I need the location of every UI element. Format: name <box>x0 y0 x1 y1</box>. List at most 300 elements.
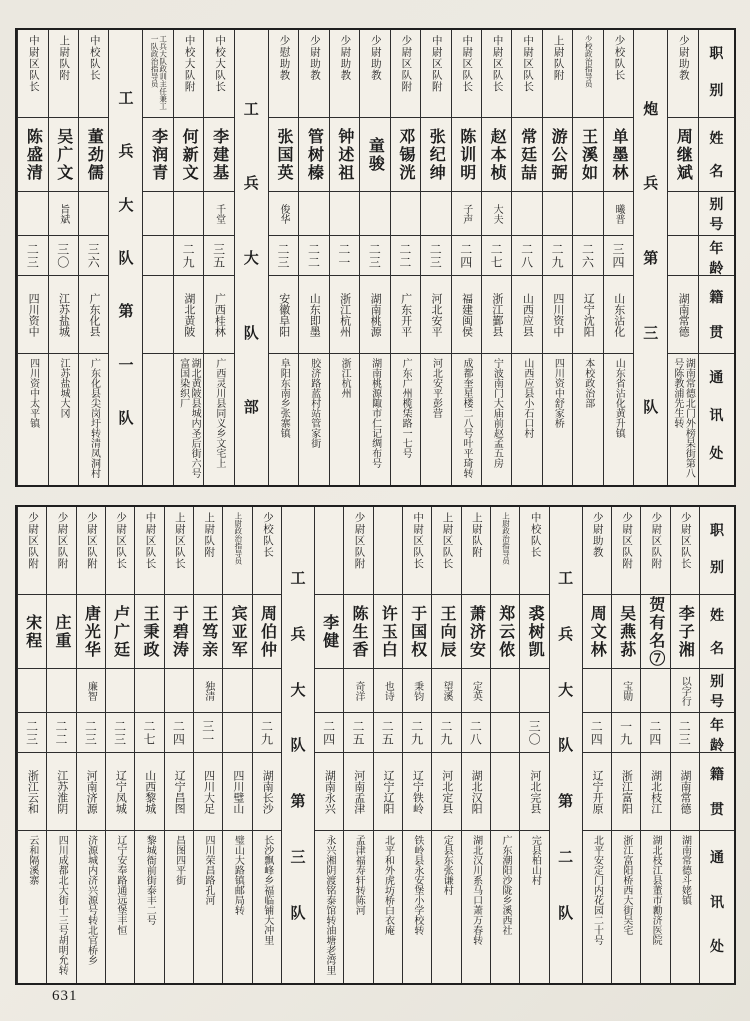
rank-cell: 少尉区队附 <box>77 507 105 595</box>
native-place-cell: 河北定县 <box>432 753 460 831</box>
name-cell: 周文林 <box>583 595 611 669</box>
alias-cell <box>299 192 328 236</box>
alias-cell: 定英 <box>462 669 490 713</box>
address-cell: 辽宁安奉路通远堡丰恒 <box>114 835 126 935</box>
person-column <box>519 507 548 983</box>
person-column <box>420 30 450 485</box>
alias-cell <box>583 669 611 713</box>
alias-cell <box>391 192 420 236</box>
person-column <box>78 30 108 485</box>
native-place-cell: 四川资中 <box>18 276 47 354</box>
native-place-cell: 湖北黄陂 <box>174 276 203 354</box>
address-cell: 成都奎星楼二八号叶平琦转 <box>460 358 472 478</box>
person-column <box>298 30 328 485</box>
name-cell: 张纪绅 <box>421 118 450 192</box>
name-cell: 游公弼 <box>543 118 572 192</box>
address-cell: 济源城内济兴源号转北官桥乡 <box>85 835 97 965</box>
address-cell: 北平安定门内花园二十号 <box>591 835 603 945</box>
native-place-cell: 浙江鄞县 <box>482 276 511 354</box>
rank-cell: 少尉区队长 <box>671 507 699 595</box>
alias-cell <box>491 669 519 713</box>
age-cell: 二八 <box>512 236 541 276</box>
address-cell: 完县柏山村 <box>529 835 541 885</box>
alias-cell <box>165 669 193 713</box>
header-column <box>698 30 734 485</box>
person-column <box>402 507 431 983</box>
rank-cell: 中尉区队长 <box>135 507 163 595</box>
age-cell: 二三 <box>360 236 389 276</box>
person-column <box>329 30 359 485</box>
rank-cell: 中校大队附 <box>174 30 203 118</box>
header-label-addr: 通 讯 处 <box>709 851 724 955</box>
age-cell: 二九 <box>432 713 460 753</box>
rank-cell: 中尉区队长 <box>452 30 481 118</box>
person-column <box>373 507 402 983</box>
name-cell: 于国权 <box>403 595 431 669</box>
address-cell: 永兴湘阴渡铭泰馆转油塘老湾里 <box>323 835 335 975</box>
native-place-cell: 辽宁沈阳 <box>573 276 602 354</box>
person-column <box>173 30 203 485</box>
native-place-cell: 湖南永兴 <box>315 753 343 831</box>
age-cell: 二四 <box>583 713 611 753</box>
address-cell: 湖北黄陂县城内圣后街六号富国染织厂 <box>177 358 201 478</box>
rank-cell: 少尉区队附 <box>612 507 640 595</box>
name-cell: 陈生香 <box>344 595 372 669</box>
rank-cell: 少校政治指导员 <box>573 30 602 118</box>
address-cell: 胶济路蓝村站管家街 <box>308 358 320 448</box>
native-place-cell: 山西黎城 <box>135 753 163 831</box>
address-cell: 北平和外虎坊桥白衣庵 <box>382 835 394 935</box>
native-place-cell: 辽宁铁岭 <box>403 753 431 831</box>
name-cell: 常廷喆 <box>512 118 541 192</box>
rank-cell: 中尉区队附 <box>421 30 450 118</box>
person-column <box>203 30 233 485</box>
rank-cell: 上尉区队长 <box>432 507 460 595</box>
alias-cell <box>253 669 281 713</box>
person-column <box>48 30 78 485</box>
name-cell: 裘树凯 <box>520 595 548 669</box>
age-cell: 二五 <box>344 713 372 753</box>
native-place-cell: 河北安平 <box>421 276 450 354</box>
name-cell: 陈训明 <box>452 118 481 192</box>
native-place-cell: 江苏淮阴 <box>47 753 75 831</box>
unit-group-column <box>549 507 582 983</box>
address-cell: 浙江杭州 <box>339 358 351 398</box>
rank-cell: 上尉队附 <box>543 30 572 118</box>
age-cell <box>143 236 172 276</box>
rank-cell: 少尉助教 <box>360 30 389 118</box>
native-place-cell: 湖南桃源 <box>360 276 389 354</box>
unit-group-label: 工 兵 大 队 第 三 队 <box>290 571 306 922</box>
alias-cell <box>135 669 163 713</box>
age-cell: 二三 <box>106 713 134 753</box>
person-column <box>222 507 251 983</box>
person-column <box>76 507 105 983</box>
alias-cell: 大夫 <box>482 192 511 236</box>
address-cell: 山东省沾化黄升镇 <box>613 358 625 438</box>
name-cell: 吴燕荪 <box>612 595 640 669</box>
name-cell: 吴广文 <box>49 118 78 192</box>
alias-cell <box>18 669 46 713</box>
person-column <box>17 30 47 485</box>
alias-cell <box>573 192 602 236</box>
rank-cell: 少尉助教 <box>330 30 359 118</box>
address-cell: 广东广州榄栠路一七号 <box>400 358 412 458</box>
name-cell: 唐光华 <box>77 595 105 669</box>
alias-cell: 独清 <box>194 669 222 713</box>
person-column <box>640 507 669 983</box>
age-cell: 二八 <box>462 713 490 753</box>
name-cell: 王向辰 <box>432 595 460 669</box>
native-place-cell <box>491 753 519 831</box>
unit-group-column <box>108 30 142 485</box>
person-column <box>582 507 611 983</box>
age-cell: 三四 <box>604 236 633 276</box>
alias-cell: 俊华 <box>269 192 298 236</box>
rank-cell <box>315 507 343 595</box>
age-cell: 二九 <box>403 713 431 753</box>
alias-cell: 秉钧 <box>403 669 431 713</box>
address-cell: 云和隔溪寨 <box>26 835 38 885</box>
alias-cell: 千堂 <box>204 192 233 236</box>
age-cell: 三〇 <box>520 713 548 753</box>
alias-cell: 廉智 <box>77 669 105 713</box>
address-cell: 四川荣昌路孔河 <box>203 835 214 905</box>
address-cell: 宁波南门大庙前赵孟五房 <box>491 358 503 468</box>
age-cell: 二三 <box>269 236 298 276</box>
age-cell: 二三 <box>18 236 47 276</box>
name-cell: 许玉白 <box>374 595 402 669</box>
age-cell: 一九 <box>612 713 640 753</box>
age-cell: 二二 <box>47 713 75 753</box>
person-column <box>611 507 640 983</box>
age-cell: 三六 <box>79 236 108 276</box>
address-cell: 本校政治部 <box>582 358 594 408</box>
person-column <box>343 507 372 983</box>
native-place-cell: 福建闽侯 <box>452 276 481 354</box>
rank-cell: 少校队长 <box>253 507 281 595</box>
native-place-cell: 山东即墨 <box>299 276 328 354</box>
address-cell: 湖南常德北门外榜杲街第八号陈教浦先生转 <box>671 358 695 478</box>
unit-group-column <box>281 507 314 983</box>
rank-cell: 上尉区队长 <box>165 507 193 595</box>
alias-cell <box>106 669 134 713</box>
address-cell: 长沙飘峰乡福临铺大冲里 <box>261 835 273 945</box>
name-cell: 王溪如 <box>573 118 602 192</box>
header-label-rank: 职 别 <box>699 30 734 118</box>
header-label-age: 年 龄 <box>699 236 734 276</box>
address-cell: 四川成都北大街十三号胡明允转 <box>56 835 68 975</box>
person-column <box>490 507 519 983</box>
name-cell: 宾亚军 <box>223 595 251 669</box>
address-cell: 铁岭县永安堡小学校转 <box>411 835 423 935</box>
address-cell: 湖北枝江县董市勷济医院 <box>650 835 662 945</box>
address-cell: 四川资中太平镇 <box>27 358 39 428</box>
age-cell: 二九 <box>253 713 281 753</box>
address-cell: 阜阳东南乡张寨镇 <box>278 358 290 438</box>
rank-cell: 中尉区队长 <box>403 507 431 595</box>
age-cell: 二五 <box>374 713 402 753</box>
address-cell: 黎城衙前街泰丰二号 <box>144 835 156 925</box>
alias-cell: 以字行 <box>671 669 699 713</box>
header-label-age: 年 龄 <box>700 713 734 753</box>
name-cell: 张国英 <box>269 118 298 192</box>
name-cell: 郑云侬 <box>491 595 519 669</box>
unit-group-label: 工 兵 大 队 第 一 队 <box>118 91 134 427</box>
rank-cell: 中校队长 <box>520 507 548 595</box>
rank-cell: 中校大队长 <box>204 30 233 118</box>
native-place-cell: 广西桂林 <box>204 276 233 354</box>
alias-cell <box>421 192 450 236</box>
address-cell: 湖北汉川系马口萧万春转 <box>470 835 482 945</box>
age-cell <box>223 713 251 753</box>
address-cell: 山西应县小石口村 <box>521 358 533 438</box>
rank-cell: 中尉区队长 <box>18 30 47 118</box>
person-column <box>670 507 699 983</box>
native-place-cell: 浙江杭州 <box>330 276 359 354</box>
native-place-cell: 广东开平 <box>391 276 420 354</box>
native-place-cell: 浙江富阳 <box>612 753 640 831</box>
age-cell: 二四 <box>452 236 481 276</box>
name-cell: 童骏 <box>360 118 389 192</box>
native-place-cell: 湖南长沙 <box>253 753 281 831</box>
age-cell: 二二 <box>391 236 420 276</box>
alias-cell <box>543 192 572 236</box>
age-cell: 二三 <box>421 236 450 276</box>
rank-cell: 少尉区队附 <box>391 30 420 118</box>
name-cell: 陈盛清 <box>18 118 47 192</box>
person-column <box>193 507 222 983</box>
rank-cell: 少慰助教 <box>269 30 298 118</box>
native-place-cell: 湖北汉阳 <box>462 753 490 831</box>
header-column <box>699 507 734 983</box>
alias-cell: 也诗 <box>374 669 402 713</box>
alias-cell <box>315 669 343 713</box>
header-label-alias: 别 号 <box>699 192 734 236</box>
native-place-cell: 辽宁开原 <box>583 753 611 831</box>
name-cell: 李建基 <box>204 118 233 192</box>
native-place-cell: 四川璧山 <box>223 753 251 831</box>
address-cell: 浙江富阳桥西大街吴宅 <box>620 835 632 935</box>
alias-cell: 子声 <box>452 192 481 236</box>
alias-cell <box>668 192 697 236</box>
person-column <box>572 30 602 485</box>
age-cell: 二三 <box>77 713 105 753</box>
name-cell: 李润青 <box>143 118 172 192</box>
person-column <box>481 30 511 485</box>
rank-cell: 少尉区队附 <box>47 507 75 595</box>
rank-cell: 少尉区队长 <box>106 507 134 595</box>
age-cell: 三五 <box>204 236 233 276</box>
age-cell: 三〇 <box>49 236 78 276</box>
name-cell: 王笃亲 <box>194 595 222 669</box>
name-cell: 李健 <box>315 595 343 669</box>
native-place-cell: 山西应县 <box>512 276 541 354</box>
rank-cell: 少尉助教 <box>668 30 697 118</box>
age-cell: 二三 <box>671 713 699 753</box>
native-place-cell: 湖北枝江 <box>641 753 669 831</box>
person-column <box>164 507 193 983</box>
native-place-cell: 浙江云和 <box>18 753 46 831</box>
name-cell: 萧济安 <box>462 595 490 669</box>
alias-cell <box>47 669 75 713</box>
age-cell: 二六 <box>573 236 602 276</box>
native-place-cell <box>143 276 172 354</box>
name-cell: 王秉政 <box>135 595 163 669</box>
rank-cell: 上尉队附 <box>49 30 78 118</box>
address-cell: 湖南桃源陬市仁记绸布号 <box>369 358 381 468</box>
rank-cell: 上尉队附 <box>462 507 490 595</box>
alias-cell <box>360 192 389 236</box>
person-column <box>511 30 541 485</box>
header-label-addr: 通 讯 处 <box>709 371 724 463</box>
name-cell: 董劲儒 <box>79 118 108 192</box>
alias-cell: 望溪 <box>432 669 460 713</box>
address-cell: 孟津福寿轩转陈河 <box>353 835 365 915</box>
age-cell: 二四 <box>315 713 343 753</box>
age-cell: 二三 <box>18 713 46 753</box>
alias-cell <box>143 192 172 236</box>
rank-cell: 中尉区队长 <box>482 30 511 118</box>
header-label-name: 姓 名 <box>700 595 734 669</box>
age-cell: 二一 <box>330 236 359 276</box>
alias-cell <box>520 669 548 713</box>
person-column <box>603 30 633 485</box>
rank-cell: 上尉队附 <box>194 507 222 595</box>
age-cell: 二七 <box>482 236 511 276</box>
address-cell <box>143 354 172 485</box>
rank-cell: 工兵大队政训主任兼工一队政治指导员 <box>143 30 172 118</box>
name-cell: 贺有名⑦ <box>641 595 669 669</box>
person-column <box>461 507 490 983</box>
person-column <box>17 507 46 983</box>
native-place-cell: 山东沾化 <box>604 276 633 354</box>
alias-cell <box>174 192 203 236</box>
person-column <box>134 507 163 983</box>
native-place-cell: 河北完县 <box>520 753 548 831</box>
person-column <box>451 30 481 485</box>
unit-group-column <box>633 30 667 485</box>
rank-cell: 中校队长 <box>79 30 108 118</box>
header-label-rank: 职 别 <box>700 507 734 595</box>
alias-cell: 旨斌 <box>49 192 78 236</box>
name-cell: 邓锡洸 <box>391 118 420 192</box>
person-column <box>542 30 572 485</box>
native-place-cell: 安徽阜阳 <box>269 276 298 354</box>
alias-cell <box>641 669 669 713</box>
age-cell: 二九 <box>543 236 572 276</box>
name-cell: 庄重 <box>47 595 75 669</box>
native-place-cell: 河南孟津 <box>344 753 372 831</box>
name-cell: 李子湘 <box>671 595 699 669</box>
name-cell: 周继斌 <box>668 118 697 192</box>
rank-cell <box>374 507 402 595</box>
address-cell: 定县东张谦村 <box>441 835 453 895</box>
person-column <box>359 30 389 485</box>
name-cell: 卢广廷 <box>106 595 134 669</box>
age-cell: 二二 <box>299 236 328 276</box>
alias-cell <box>330 192 359 236</box>
unit-group-label: 炮 兵 第 三 队 <box>643 101 659 417</box>
age-cell: 二四 <box>641 713 669 753</box>
address-cell: 广东化县尖岗圩转清凤洞村 <box>88 358 100 478</box>
address-cell: 璧山大路镇邮局转 <box>232 835 244 915</box>
address-cell: 河北安平彭营 <box>430 358 442 418</box>
rank-cell: 上尉政治指导员 <box>223 507 251 595</box>
person-column <box>667 30 697 485</box>
name-cell: 单墨林 <box>604 118 633 192</box>
rank-cell: 少尉区队附 <box>18 507 46 595</box>
native-place-cell: 广东化县 <box>79 276 108 354</box>
unit-group-label: 工 兵 大 队 第 二 队 <box>558 571 574 922</box>
unit-group-label: 工 兵 大 队 部 <box>243 101 259 417</box>
age-cell <box>491 713 519 753</box>
page-number: 631 <box>52 988 78 1004</box>
alias-cell <box>79 192 108 236</box>
age-cell: 二四 <box>165 713 193 753</box>
person-column <box>431 507 460 983</box>
rank-cell: 少校队长 <box>604 30 633 118</box>
native-place-cell: 辽宁辽阳 <box>374 753 402 831</box>
alias-cell <box>223 669 251 713</box>
age-cell: 二九 <box>174 236 203 276</box>
native-place-cell: 辽宁凤城 <box>106 753 134 831</box>
name-cell: 钟述祖 <box>330 118 359 192</box>
rank-cell: 少尉助教 <box>583 507 611 595</box>
header-label-native: 籍 贯 <box>699 276 734 354</box>
rank-cell: 少尉区队附 <box>344 507 372 595</box>
person-column <box>46 507 75 983</box>
native-place-cell: 四川资中 <box>543 276 572 354</box>
address-cell: 四川资中舒家桥 <box>552 358 564 428</box>
person-column <box>390 30 420 485</box>
address-cell: 江苏盐城大冈 <box>58 358 70 418</box>
address-cell: 广西灵川县同义乡文宅上 <box>213 358 225 468</box>
rank-cell: 少尉区队附 <box>641 507 669 595</box>
address-cell: 广东潮阳沙陇乡溪西社 <box>499 835 511 935</box>
roster-table-top <box>15 28 736 487</box>
alias-cell: 宝勋 <box>612 669 640 713</box>
unit-group-column <box>234 30 268 485</box>
native-place-cell: 河南济源 <box>77 753 105 831</box>
person-column <box>268 30 298 485</box>
name-cell: 于碧涛 <box>165 595 193 669</box>
address-cell: 昌图四平街 <box>173 835 185 885</box>
name-cell: 何新文 <box>174 118 203 192</box>
rank-cell: 中尉区队长 <box>512 30 541 118</box>
native-place-cell: 江苏盐城 <box>49 276 78 354</box>
native-place-cell: 湖南常德 <box>668 276 697 354</box>
roster-table-bottom <box>15 505 736 985</box>
alias-cell <box>18 192 47 236</box>
alias-cell: 奇洋 <box>344 669 372 713</box>
name-cell: 周伯仲 <box>253 595 281 669</box>
address-cell: 湖南常德斗姥镇 <box>679 835 691 905</box>
name-cell: 管树榛 <box>299 118 328 192</box>
header-label-name: 姓 名 <box>699 118 734 192</box>
age-cell: 二七 <box>135 713 163 753</box>
rank-cell: 少尉助教 <box>299 30 328 118</box>
rank-cell: 上尉政治指导员 <box>491 507 519 595</box>
alias-cell: 曦普 <box>604 192 633 236</box>
alias-cell <box>512 192 541 236</box>
native-place-cell: 辽宁昌图 <box>165 753 193 831</box>
name-cell: 宋程 <box>18 595 46 669</box>
native-place-cell: 湖南常德 <box>671 753 699 831</box>
header-label-native: 籍 贯 <box>700 753 734 831</box>
name-cell: 赵本桢 <box>482 118 511 192</box>
native-place-cell: 四川大足 <box>194 753 222 831</box>
